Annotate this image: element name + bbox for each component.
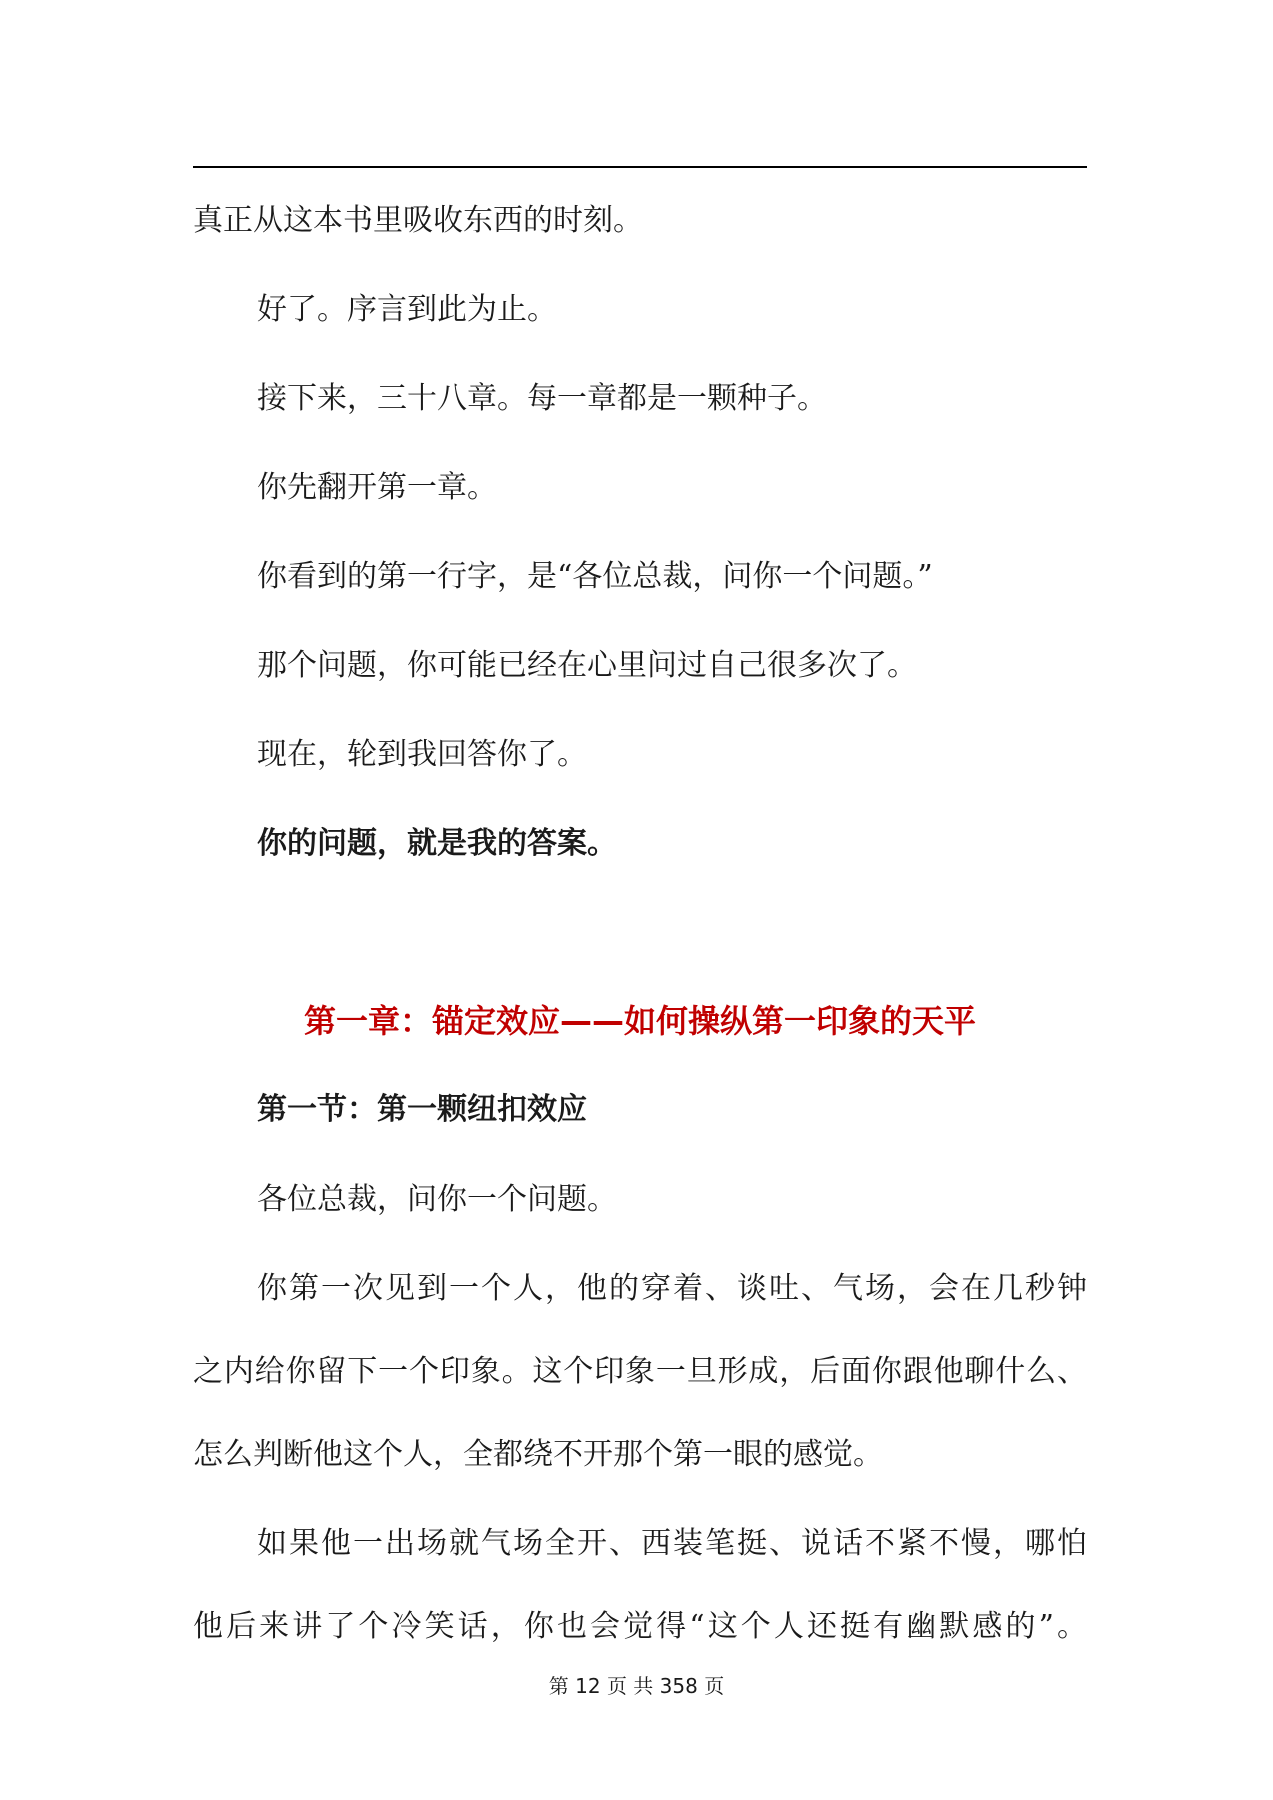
section-title: 第一节：第一颗纽扣效应 [257, 1092, 587, 1127]
paragraph-line: 之内给你留下一个印象。这个印象一旦形成，后面你跟他聊什么、 [193, 1354, 1087, 1389]
paragraph-line: 如果他一出场就气场全开、西装笔挺、说话不紧不慢，哪怕 [257, 1526, 1087, 1561]
page-footer [0, 1672, 1273, 1700]
bold-conclusion-line: 你的问题，就是我的答案。 [257, 826, 617, 861]
paragraph-line: 现在，轮到我回答你了。 [257, 737, 587, 772]
footer-suffix: 页 [704, 1674, 725, 1698]
total-pages-number: 358 [659, 1674, 698, 1698]
paragraph-line: 真正从这本书里吸收东西的时刻。 [193, 203, 643, 238]
paragraph-line: 你第一次见到一个人，他的穿着、谈吐、气场，会在几秒钟 [257, 1271, 1087, 1306]
paragraph-line: 各位总裁，问你一个问题。 [257, 1182, 617, 1217]
paragraph-line: 好了。序言到此为止。 [257, 292, 557, 327]
paragraph-line: 怎么判断他这个人，全都绕不开那个第一眼的感觉。 [193, 1437, 883, 1472]
paragraph-line: 那个问题，你可能已经在心里问过自己很多次了。 [257, 648, 917, 683]
footer-prefix: 第 [548, 1674, 569, 1698]
paragraph-line: 接下来，三十八章。每一章都是一颗种子。 [257, 381, 827, 416]
footer-middle: 页 共 [606, 1674, 654, 1698]
current-page-number: 12 [575, 1674, 601, 1698]
paragraph-line: 你看到的第一行字，是“各位总裁，问你一个问题。” [257, 559, 933, 594]
paragraph-line: 你先翻开第一章。 [257, 470, 497, 505]
chapter-title: 第一章：锚定效应——如何操纵第一印象的天平 [303, 1002, 976, 1040]
header-rule [193, 166, 1087, 168]
paragraph-line: 他后来讲了个冷笑话，你也会觉得“这个人还挺有幽默感的”。 [193, 1609, 1087, 1644]
